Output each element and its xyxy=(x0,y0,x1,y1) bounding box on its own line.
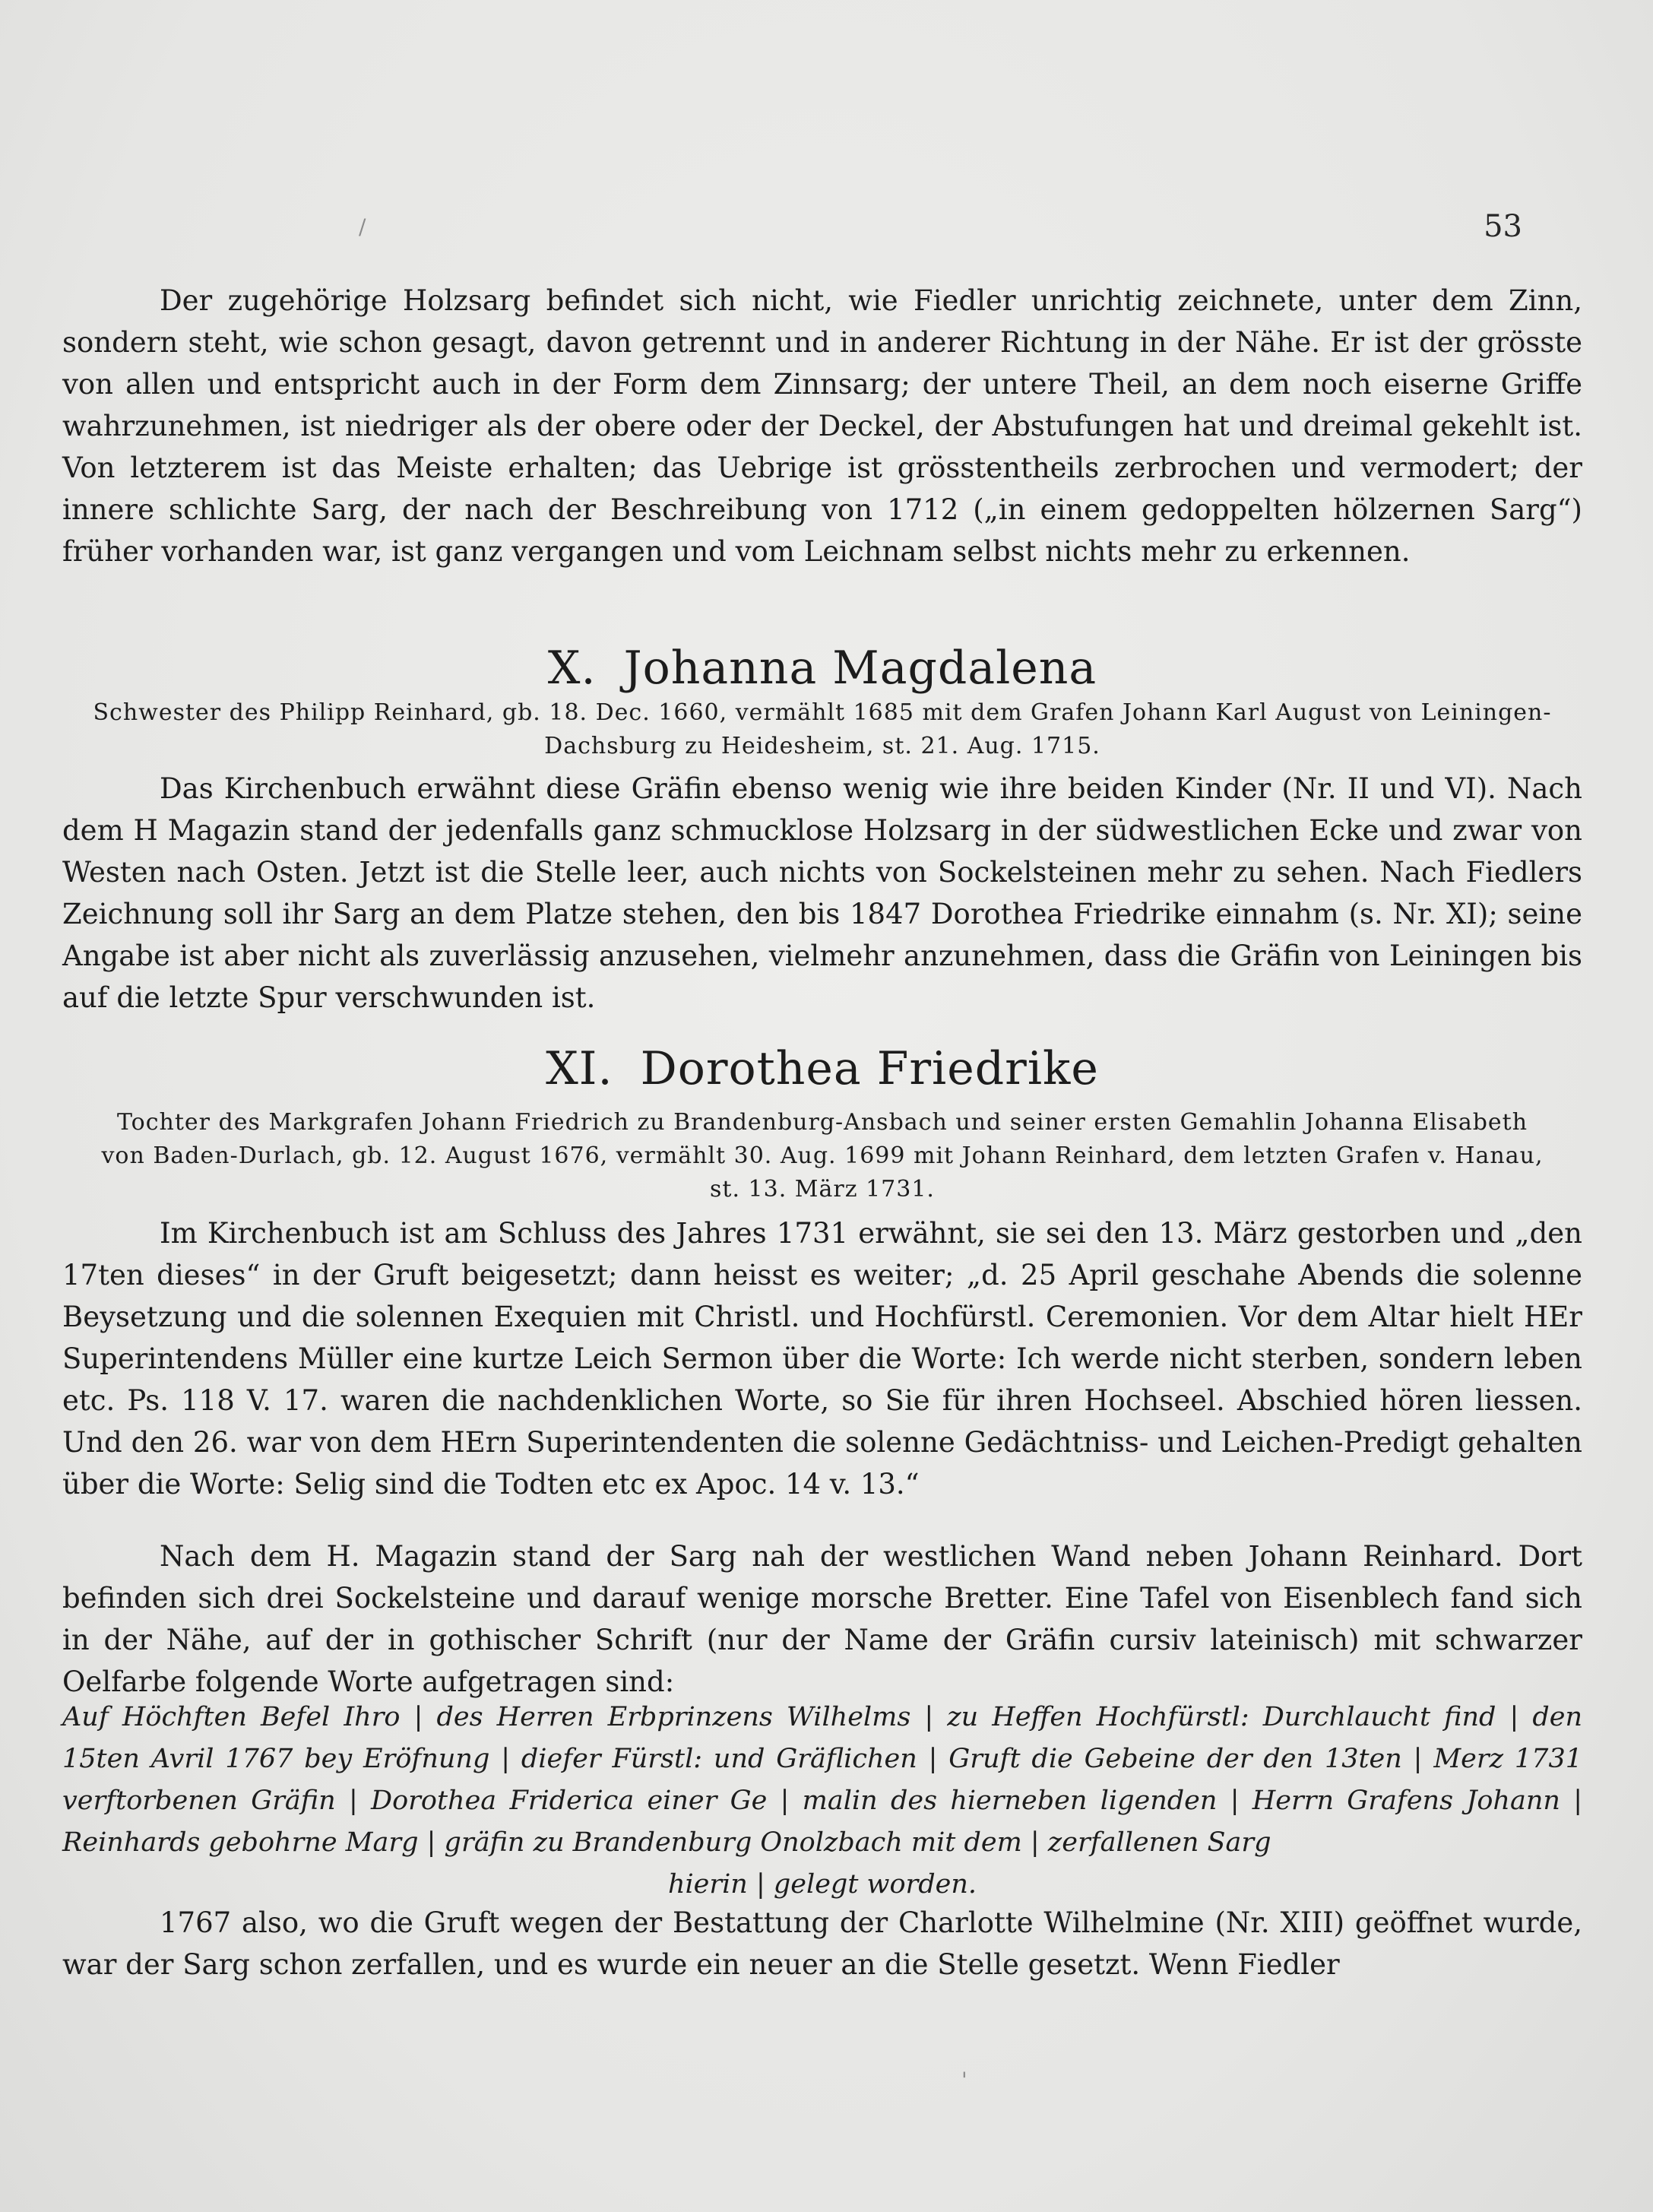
section-title: Dorothea Friedrike xyxy=(640,1042,1099,1095)
section-numeral: XI. xyxy=(546,1042,613,1095)
section-xi-body-1 xyxy=(62,1212,1582,1505)
page-mark: ' xyxy=(961,2068,967,2093)
section-subtitle: Tochter des Markgrafen Johann Friedrich zu Brandenburg-Ansbach und seiner ersten Gemahlin Johanna Elisabeth von Baden-Durlach, gb. 12. August 1676, vermählt 30. Aug. 1699 mit Johann Reinhard, dem letzten Grafen v. Hanau, st. 13. März 1731. xyxy=(101,1109,1544,1203)
paragraph-text: Der zugehörige Holzsarg befindet sich nicht, wie Fiedler unrichtig zeichnete, unter dem Zinn, sondern steht, wie schon gesagt, davon getrennt und in anderer Richtung in der Nähe. Er ist der grösste von allen und entspricht auch in der Form dem Zinnsarg; der untere Theil, an dem noch eiserne Griffe wahrzunehmen, ist niedriger als der obere oder der Deckel, der Abstufungen hat und dreimal gekehlt ist. Von letzterem ist das Meiste erhalten; das Uebrige ist grösstentheils zerbrochen und vermodert; der innere schlichte Sarg, der nach der Beschreibung von 1712 („in einem gedoppelten hölzernen Sarg“) früher vorhanden war, ist ganz vergangen und vom Leichnam selbst nichts mehr zu erkennen. xyxy=(62,284,1582,568)
paragraph-wooden-coffin xyxy=(62,280,1582,572)
section-heading xyxy=(62,1041,1582,1096)
section-xi-subtitle xyxy=(62,1106,1582,1206)
section-subtitle: Schwester des Philipp Reinhard, gb. 18. Dec. 1660, vermählt 1685 mit dem Grafen Johann Karl August von Leiningen-Dachsburg zu Heidesheim, st. 21. Aug. 1715. xyxy=(93,699,1552,759)
inscription-text: Auf Höchften Befel Ihro | des Herren Erbprinzens Wilhelms | zu Heffen Hochfürstl: Durchlaucht find | den 15ten Avril 1767 bey Eröfnung | diefer Fürstl: und Gräflichen | Gruft die Gebeine der den 13ten | Merz 1731 verftorbenen Gräfin | Dorothea Friderica einer Ge | malin des hierneben ligenden | Herrn Grafens Johann | Reinhards gebohrne Marg | gräfin zu Brandenburg Onolzbach mit dem | zerfallenen Sarg xyxy=(62,1702,1582,1858)
inscription-last-line: hierin | gelegt worden. xyxy=(667,1869,977,1900)
section-xi-body-2 xyxy=(62,1535,1582,1703)
section-x-subtitle xyxy=(62,696,1582,763)
page-number: 53 xyxy=(1484,209,1522,244)
section-x-heading xyxy=(62,641,1582,696)
inscription-block xyxy=(62,1697,1582,1906)
page-mark: / xyxy=(359,214,366,239)
section-numeral: X. xyxy=(547,642,597,695)
section-heading xyxy=(62,641,1582,696)
paragraph-text: 1767 also, wo die Gruft wegen der Bestattung der Charlotte Wilhelmine (Nr. XIII) geöffnet wurde, war der Sarg schon zerfallen, und es wurde ein neuer an die Stelle gesetzt. Wenn Fiedler xyxy=(62,1906,1582,1981)
paragraph-text: Das Kirchenbuch erwähnt diese Gräfin ebenso wenig wie ihre beiden Kinder (Nr. II und VI). Nach dem H Magazin stand der jedenfalls ganz schmucklose Holzsarg in der südwestlichen Ecke und zwar von Westen nach Osten. Jetzt ist die Stelle leer, auch nichts von Sockelsteinen mehr zu sehen. Nach Fiedlers Zeichnung soll ihr Sarg an dem Platze stehen, den bis 1847 Dorothea Friedrike einnahm (s. Nr. XI); seine Angabe ist aber nicht als zuverlässig anzusehen, vielmehr anzunehmen, dass die Gräfin von Leiningen bis auf die letzte Spur verschwunden ist. xyxy=(62,772,1582,1014)
paragraph-text: Nach dem H. Magazin stand der Sarg nah der westlichen Wand neben Johann Reinhard. Dort befinden sich drei Sockelsteine und darauf wenige morsche Bretter. Eine Tafel von Eisenblech fand sich in der Nähe, auf der in gothischer Schrift (nur der Name der Gräfin cursiv lateinisch) mit schwarzer Oelfarbe folgende Worte aufgetragen sind: xyxy=(62,1540,1582,1698)
paragraph-text: Im Kirchenbuch ist am Schluss des Jahres 1731 erwähnt, sie sei den 13. März gestorben und „den 17ten dieses“ in der Gruft beigesetzt; dann heisst es weiter; „d. 25 April geschahe Abends die solenne Beysetzung und die solennen Exequien mit Christl. und Hochfürstl. Ceremonien. Vor dem Altar hielt HEr Superintendens Müller eine kurtze Leich Sermon über die Worte: Ich werde nicht sterben, sondern leben etc. Ps. 118 V. 17. waren die nachdenklichen Worte, so Sie für ihren Hochseel. Abschied hören liessen. Und den 26. war von dem HErn Superintendenten die solenne Gedächtniss- und Leichen-Predigt gehalten über die Worte: Selig sind die Todten etc ex Apoc. 14 v. 13.“ xyxy=(62,1217,1582,1501)
section-xi-body-3 xyxy=(62,1902,1582,1985)
section-title: Johanna Magdalena xyxy=(623,642,1097,695)
section-xi-heading xyxy=(62,1041,1582,1096)
section-x-body xyxy=(62,768,1582,1019)
